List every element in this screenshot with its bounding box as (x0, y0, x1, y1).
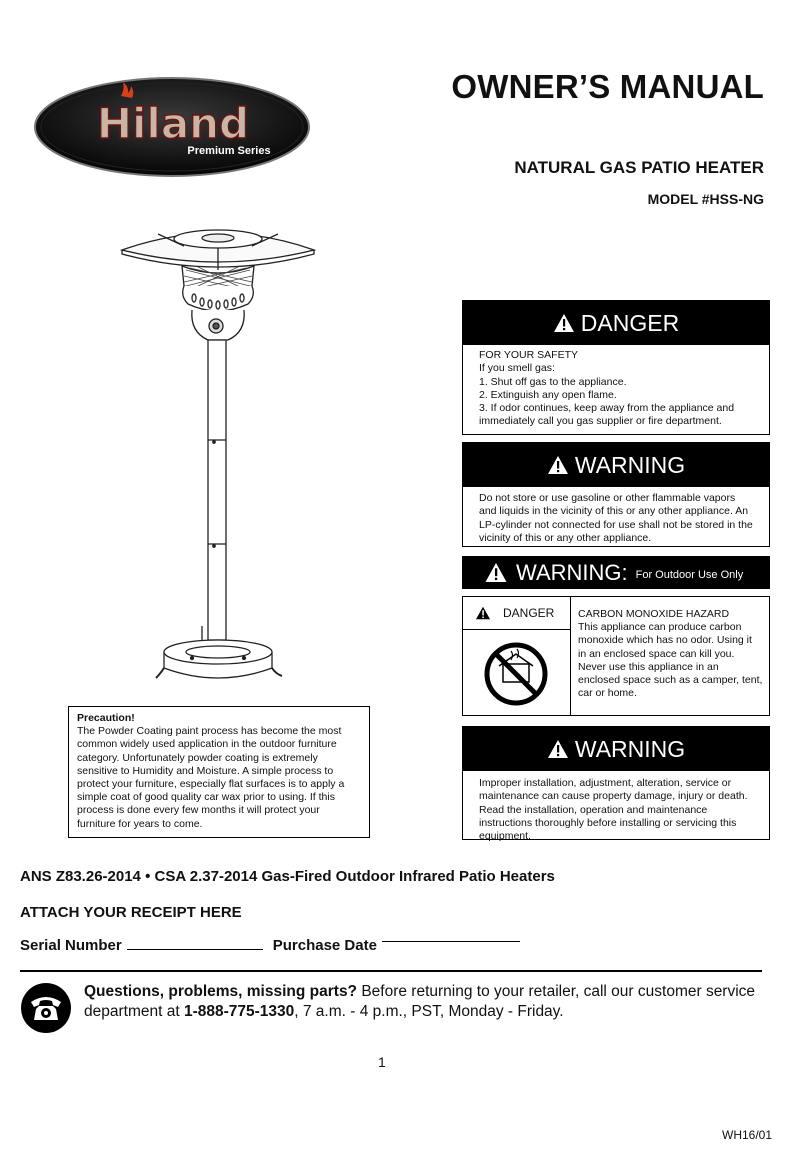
danger-triangle-icon (475, 606, 491, 620)
co-hazard-text: This appliance can produce carbon monoxide which has no odor. Using it in an enclosed space can kill you. Never use this appliance in an enclosed space such as a camper, tent, car or home. (578, 621, 763, 700)
carbon-monoxide-box (462, 596, 770, 716)
danger-safety-box (462, 300, 770, 435)
page-number: 1 (378, 1054, 386, 1070)
warning-installation-text: Improper installation, adjustment, alteration, service or maintenance can cause property damage, injury or death. Read the installation, operation and maintenance instructions thoroughly before installing or servicing this equipment. (479, 777, 748, 843)
manual-title: OWNER’S MANUAL (451, 68, 764, 105)
co-danger-label: DANGER (503, 606, 555, 620)
hiland-logo (33, 76, 311, 178)
contact-info (84, 982, 774, 1022)
contact-phone[interactable]: 1-888-775-1330 (183, 1003, 295, 1020)
warning-heading: WARNING (574, 451, 686, 478)
attach-receipt-heading: ATTACH YOUR RECEIPT HERE (20, 904, 242, 921)
danger-line: 3. If odor continues, keep away from the appliance and immediately call you gas supplier or fire department. (479, 402, 735, 428)
danger-line: 2. Extinguish any open flame. (479, 388, 617, 401)
receipt-fields (20, 937, 520, 954)
danger-line: If you smell gas: (479, 362, 555, 375)
outdoor-use-note: For Outdoor Use Only (635, 569, 744, 581)
precaution-text: The Powder Coating paint process has become the most common widely used application in the outdoor furniture category. Unfortunately powder coating is extremely sensitive to Humidity and Moisture. A simple process to protect your furniture, especially flat surfaces is to apply a simple coat of good quality car wax prior to using. If this process is done every few months it will protect your furniture for years to come. (77, 725, 345, 830)
warning-triangle-icon (547, 455, 569, 475)
danger-heading: DANGER (580, 309, 680, 336)
purchase-date-label: Purchase Date (272, 937, 377, 954)
no-indoor-use-icon (463, 630, 569, 714)
warning-triangle-icon (553, 313, 575, 333)
precaution-box (68, 706, 370, 838)
danger-line: 1. Shut off gas to the appliance. (479, 375, 627, 388)
danger-heading-bar (463, 301, 769, 345)
standards-line: ANS Z83.26-2014 • CSA 2.37-2014 Gas-Fired Outdoor Infrared Patio Heaters (20, 868, 555, 885)
logo-series: Premium Series (187, 145, 271, 157)
serial-number-label: Serial Number (20, 937, 122, 954)
warning-heading-bar (463, 443, 769, 487)
logo-wordmark: Hiland (96, 99, 250, 148)
patio-heater-illustration (118, 222, 318, 692)
danger-line: FOR YOUR SAFETY (479, 349, 578, 361)
warning-installation-box (462, 726, 770, 843)
contact-text-before: Before returning to your retailer, call our customer service department at (84, 983, 756, 1020)
document-code: WH16/01 (722, 1128, 773, 1142)
precaution-heading: Precaution! (77, 712, 135, 724)
co-hazard-title: CARBON MONOXIDE HAZARD (578, 608, 730, 620)
product-subtitle: NATURAL GAS PATIO HEATER (514, 158, 764, 177)
model-number: MODEL #HSS-NG (647, 191, 764, 207)
serial-number-field[interactable] (127, 949, 263, 950)
warning-heading: WARNING (574, 735, 686, 762)
warning-outdoor-bar (462, 556, 770, 589)
contact-question: Questions, problems, missing parts? (84, 983, 358, 1000)
warning-heading-bar (463, 727, 769, 771)
purchase-date-field[interactable] (382, 941, 520, 942)
warning-triangle-icon (484, 562, 508, 583)
warning-flammable-text: Do not store or use gasoline or other flammable vapors and liquids in the vicinity of this or any other appliance. An LP-cylinder not connected for use shall not be stored in the vicinity of this or any other appliance. (479, 492, 753, 544)
warning-outdoor-heading: WARNING: (516, 559, 628, 585)
warning-flammable-box (462, 442, 770, 547)
contact-text-after: , 7 a.m. - 4 p.m., PST, Monday - Friday. (294, 1003, 564, 1020)
section-divider (20, 970, 762, 972)
warning-triangle-icon (547, 739, 569, 759)
telephone-icon (20, 982, 72, 1034)
